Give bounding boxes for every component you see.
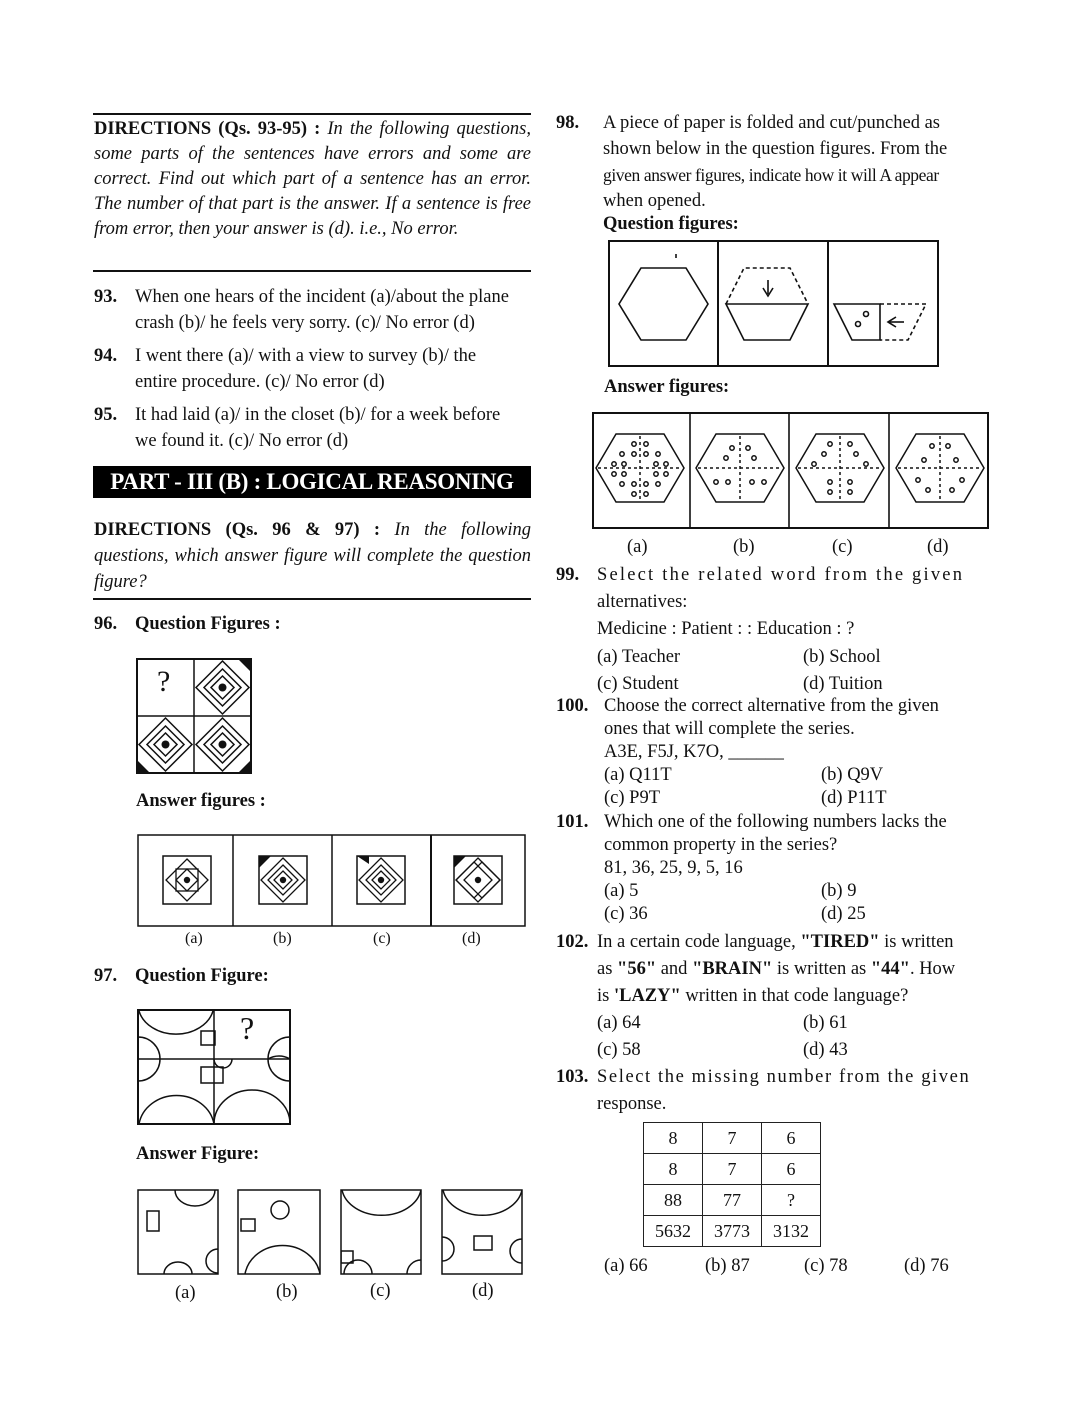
option-label-b: (b)	[273, 930, 292, 947]
question-text-line1: A piece of paper is folded and cut/punched as	[603, 113, 940, 133]
code-word: "TIRED"	[800, 932, 880, 952]
number-table	[643, 1122, 821, 1247]
answer-figure-label: Answer Figure:	[136, 1144, 260, 1164]
directions-text: In the following questions, which answer figure will complete the question figure?	[94, 520, 532, 592]
directions-93-95	[94, 117, 531, 242]
option-b: (b) School	[803, 647, 881, 667]
option-c: (c) 36	[604, 904, 648, 924]
code-word: "56"	[617, 959, 657, 979]
section-heading: PART - III (B) : LOGICAL REASONING	[93, 466, 531, 498]
option-label-c: (c)	[370, 1281, 391, 1301]
q98-question-figures	[608, 240, 940, 368]
option-a: (a) 64	[597, 1013, 641, 1033]
q96-answer-figures	[137, 834, 527, 928]
question-text-line1: Choose the correct alternative from the given	[604, 696, 939, 716]
option-label-a: (a)	[175, 1283, 196, 1303]
question-number: 101.	[556, 812, 589, 832]
table-cell: 8	[644, 1123, 703, 1154]
table-cell: 5632	[644, 1216, 703, 1247]
table-row	[644, 1154, 821, 1185]
directions-text: In the following questions, some parts of the sentences have errors and some are correct. Find out which part of a sentence has an error. The number of that part is the answer. If a sentence is free from error, then your answer is (d). i.e., No error.	[94, 119, 531, 239]
question-number: 97.	[94, 966, 118, 986]
option-b: (b) Q9V	[821, 765, 884, 785]
answer-figures-label: Answer figures :	[136, 791, 266, 811]
question-text-line1: I went there (a)/ with a view to survey (b)/ the	[135, 346, 477, 366]
option-label-d: (d)	[462, 930, 481, 947]
text-fragment: . How	[909, 959, 956, 979]
question-number: 95.	[94, 405, 118, 425]
table-row	[644, 1216, 821, 1247]
question-text-line3: Medicine : Patient : : Education : ?	[597, 619, 855, 639]
text-fragment: In a certain code language,	[597, 932, 801, 952]
text-fragment: written in that code language?	[680, 986, 909, 1006]
directions-heading: DIRECTIONS (Qs. 96 & 97) :	[94, 520, 381, 540]
answer-figures-label: Answer figures:	[604, 377, 730, 397]
option-b: (b) 87	[705, 1256, 750, 1276]
code-word: "44"	[870, 959, 910, 979]
directions-heading: DIRECTIONS (Qs. 93-95) :	[94, 119, 321, 139]
option-c: (c) Student	[597, 674, 679, 694]
directions-96-97	[94, 517, 531, 595]
option-a: (a) Q11T	[604, 765, 672, 785]
option-a: (a) 5	[604, 881, 639, 901]
option-a: (a) 66	[604, 1256, 648, 1276]
text-fragment: is written as	[772, 959, 871, 979]
question-number: 98.	[556, 113, 580, 133]
table-cell: 8	[644, 1154, 703, 1185]
table-cell: 77	[703, 1185, 762, 1216]
option-b: (b) 61	[803, 1013, 848, 1033]
code-word: "BRAIN"	[692, 959, 773, 979]
option-label-b: (b)	[276, 1282, 298, 1302]
option-d: (d) P11T	[821, 788, 887, 808]
table-cell: 6	[762, 1154, 821, 1185]
question-text-line2: entire procedure. (c)/ No error (d)	[135, 372, 385, 392]
question-number: 93.	[94, 287, 118, 307]
question-text-line1: It had laid (a)/ in the closet (b)/ for a week before	[135, 405, 501, 425]
table-cell: 6	[762, 1123, 821, 1154]
question-number: 99.	[556, 565, 580, 585]
table-cell: 7	[703, 1123, 762, 1154]
option-c: (c) P9T	[604, 788, 660, 808]
question-text-line2: crash (b)/ he feels very sorry. (c)/ No error (d)	[135, 313, 475, 333]
divider-rule	[93, 598, 531, 600]
question-number: 96.	[94, 614, 118, 634]
option-label-a: (a)	[185, 930, 203, 947]
question-text-line3: 81, 36, 25, 9, 5, 16	[604, 858, 743, 878]
question-number: 100.	[556, 696, 589, 716]
question-text-line3: given answer figures, indicate how it will A appear	[603, 165, 939, 185]
option-d: (d) 76	[904, 1256, 949, 1276]
divider-rule	[93, 270, 531, 272]
question-text-line2: shown below in the question figures. From the	[603, 139, 948, 159]
text-fragment: and	[656, 959, 693, 979]
code-word: 'LAZY"	[613, 986, 681, 1006]
text-fragment: is	[597, 986, 614, 1006]
question-text-line1: When one hears of the incident (a)/about the plane	[135, 287, 509, 307]
table-cell: 3773	[703, 1216, 762, 1247]
question-text-line2: we found it. (c)/ No error (d)	[135, 431, 349, 451]
question-text-line1: Select the missing number from the given	[597, 1067, 971, 1087]
question-mark: ?	[240, 1010, 255, 1046]
option-c: (c) 58	[597, 1040, 641, 1060]
option-label-c: (c)	[373, 930, 391, 947]
question-mark: ?	[157, 665, 171, 698]
question-number: 94.	[94, 346, 118, 366]
question-text-line2: response.	[597, 1094, 667, 1114]
question-text-line1: Select the related word from the given	[597, 565, 965, 585]
table-cell: ?	[762, 1185, 821, 1216]
question-figures-label: Question Figures :	[135, 614, 281, 634]
question-text-line4: when opened.	[603, 191, 706, 211]
option-label-d: (d)	[927, 537, 949, 557]
q97-answer-figures	[137, 1189, 527, 1279]
top-rule-left	[93, 113, 531, 115]
text-fragment: is written	[879, 932, 954, 952]
question-text-line1: Which one of the following numbers lacks the	[604, 812, 947, 832]
option-d: (d) Tuition	[803, 674, 883, 694]
question-text-line3: A3E, F5J, K7O, ______	[604, 742, 784, 762]
question-figure-label: Question Figure:	[135, 966, 269, 986]
question-text-line2: alternatives:	[597, 592, 688, 612]
option-label-a: (a)	[627, 537, 648, 557]
table-row	[644, 1185, 821, 1216]
question-number: 102.	[556, 932, 589, 952]
q98-answer-figures	[592, 412, 990, 530]
option-d: (d) 43	[803, 1040, 848, 1060]
option-b: (b) 9	[821, 881, 857, 901]
option-d: (d) 25	[821, 904, 866, 924]
option-label-c: (c)	[832, 537, 853, 557]
question-text-line2: ones that will complete the series.	[604, 719, 855, 739]
question-number: 103.	[556, 1067, 589, 1087]
question-figures-label: Question figures:	[603, 214, 739, 234]
table-row	[644, 1123, 821, 1154]
q96-question-figure	[136, 658, 254, 774]
text-fragment: as	[597, 959, 618, 979]
option-label-d: (d)	[472, 1281, 494, 1301]
table-cell: 3132	[762, 1216, 821, 1247]
option-a: (a) Teacher	[597, 647, 681, 667]
table-cell: 88	[644, 1185, 703, 1216]
option-c: (c) 78	[804, 1256, 848, 1276]
option-label-b: (b)	[733, 537, 755, 557]
question-text-line2: common property in the series?	[604, 835, 838, 855]
q97-question-figure	[137, 1009, 293, 1127]
table-cell: 7	[703, 1154, 762, 1185]
